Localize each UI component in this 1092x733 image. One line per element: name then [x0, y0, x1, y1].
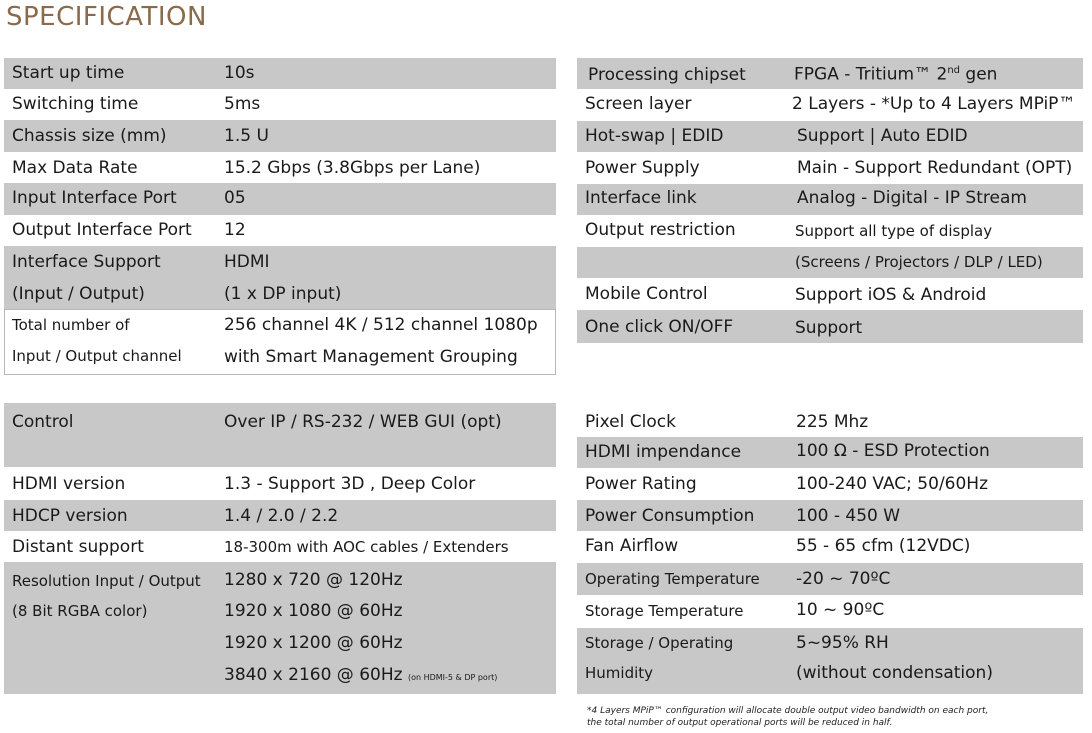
- resolution-4k-value: 3840 x 2160 @ 60Hz: [224, 665, 403, 685]
- spec-label: Input / Output channel: [12, 347, 182, 365]
- spec-value: 1.3 - Support 3D , Deep Color: [224, 474, 476, 494]
- spec-value: (Screens / Projectors / DLP / LED): [795, 253, 1043, 271]
- spec-label: Power Consumption: [585, 506, 755, 526]
- spec-label: (8 Bit RGBA color): [12, 602, 148, 620]
- spec-label: Input Interface Port: [12, 188, 177, 208]
- spec-value: 10s: [224, 63, 255, 83]
- spec-label: Power Supply: [585, 158, 700, 178]
- spec-label: Control: [12, 412, 74, 432]
- spec-label: Max Data Rate: [12, 158, 138, 178]
- spec-table-video: [4, 403, 556, 694]
- spec-value: 225 Mhz: [796, 412, 869, 432]
- spec-value: 05: [224, 188, 246, 208]
- spec-value: Support: [795, 318, 863, 338]
- spec-value: Main - Support Redundant (OPT): [797, 158, 1073, 178]
- spec-label: Hot-swap | EDID: [585, 126, 724, 146]
- spec-label: Chassis size (mm): [12, 126, 167, 146]
- spec-label: Resolution Input / Output: [12, 572, 201, 590]
- spec-label: Screen layer: [585, 94, 692, 114]
- spec-value: 12: [224, 220, 246, 240]
- spec-value: 256 channel 4K / 512 channel 1080p: [224, 315, 538, 335]
- spec-label: Storage / Operating: [585, 634, 734, 652]
- spec-value: Analog - Digital - IP Stream: [797, 188, 1027, 208]
- spec-label: Interface Support: [12, 252, 161, 272]
- footnote-line-2: the total number of output operational ports will be reduced in half.: [587, 718, 893, 728]
- spec-value: 15.2 Gbps (3.8Gbps per Lane): [224, 158, 481, 178]
- chipset-value-superscript: nd: [947, 65, 961, 76]
- spec-label: Processing chipset: [588, 65, 746, 85]
- spec-value: 1920 x 1200 @ 60Hz: [224, 633, 403, 653]
- spec-value: (1 x DP input): [224, 284, 342, 304]
- spec-label: One click ON/OFF: [585, 317, 734, 337]
- spec-label: (Input / Output): [12, 284, 145, 304]
- spec-value: 55 - 65 cfm (12VDC): [796, 536, 971, 556]
- spec-label: Output restriction: [585, 220, 736, 240]
- spec-label: Humidity: [585, 664, 654, 682]
- spec-label: HDMI version: [12, 474, 126, 494]
- footnote-line-1: *4 Layers MPiP™ configuration will allocate double output video bandwidth on each port,: [587, 706, 989, 716]
- spec-label: Operating Temperature: [585, 570, 760, 588]
- spec-label: Pixel Clock: [585, 412, 676, 432]
- spec-label: Total number of: [12, 316, 130, 334]
- spec-value: 10 ~ 90ºC: [796, 600, 885, 620]
- spec-value: 2 Layers - *Up to 4 Layers MPiP™: [792, 94, 1076, 114]
- spec-label: Start up time: [12, 63, 125, 83]
- spec-label: Interface link: [585, 188, 697, 208]
- spec-label: HDCP version: [12, 506, 128, 526]
- footnote: [587, 705, 988, 729]
- spec-value: (without condensation): [796, 663, 993, 683]
- spec-label: Power Rating: [585, 474, 697, 494]
- page-title: SPECIFICATION: [6, 2, 207, 32]
- spec-value: Support | Auto EDID: [797, 126, 968, 146]
- spec-value: 1920 x 1080 @ 60Hz: [224, 601, 403, 621]
- spec-value: 5ms: [224, 94, 261, 114]
- spec-value: Support iOS & Android: [795, 285, 987, 305]
- spec-value: -20 ~ 70ºC: [796, 569, 891, 589]
- spec-label: Switching time: [12, 94, 139, 114]
- spec-value: Over IP / RS-232 / WEB GUI (opt): [224, 412, 502, 432]
- chipset-value-suffix: gen: [960, 64, 998, 85]
- spec-value: [794, 66, 997, 84]
- chipset-value: FPGA - Tritium™ 2: [794, 64, 948, 85]
- spec-value: [224, 667, 497, 684]
- spec-label: HDMI impendance: [585, 442, 742, 462]
- spec-value: with Smart Management Grouping: [224, 347, 518, 367]
- spec-value: 100 Ω - ESD Protection: [796, 441, 990, 461]
- spec-value: HDMI: [224, 252, 270, 272]
- spec-value: 18-300m with AOC cables / Extenders: [224, 538, 509, 556]
- spec-value: 100-240 VAC; 50/60Hz: [796, 474, 989, 494]
- spec-value: 100 - 450 W: [796, 506, 901, 526]
- spec-table-electrical: [577, 403, 1083, 694]
- spec-value: 1280 x 720 @ 120Hz: [224, 570, 403, 590]
- spec-table-features: [577, 58, 1083, 344]
- spec-label: Distant support: [12, 537, 144, 557]
- spec-value: Support all type of display: [795, 222, 993, 240]
- spec-label: Storage Temperature: [585, 602, 744, 620]
- spec-label: Output Interface Port: [12, 220, 192, 240]
- spec-value: 1.4 / 2.0 / 2.2: [224, 506, 339, 526]
- spec-value: 1.5 U: [224, 126, 269, 146]
- spec-label: Fan Airflow: [585, 536, 679, 556]
- spec-value: 5~95% RH: [796, 633, 889, 653]
- resolution-4k-note: (on HDMI-5 & DP port): [407, 673, 498, 682]
- spec-table-general: [4, 58, 556, 376]
- spec-label: Mobile Control: [585, 284, 708, 304]
